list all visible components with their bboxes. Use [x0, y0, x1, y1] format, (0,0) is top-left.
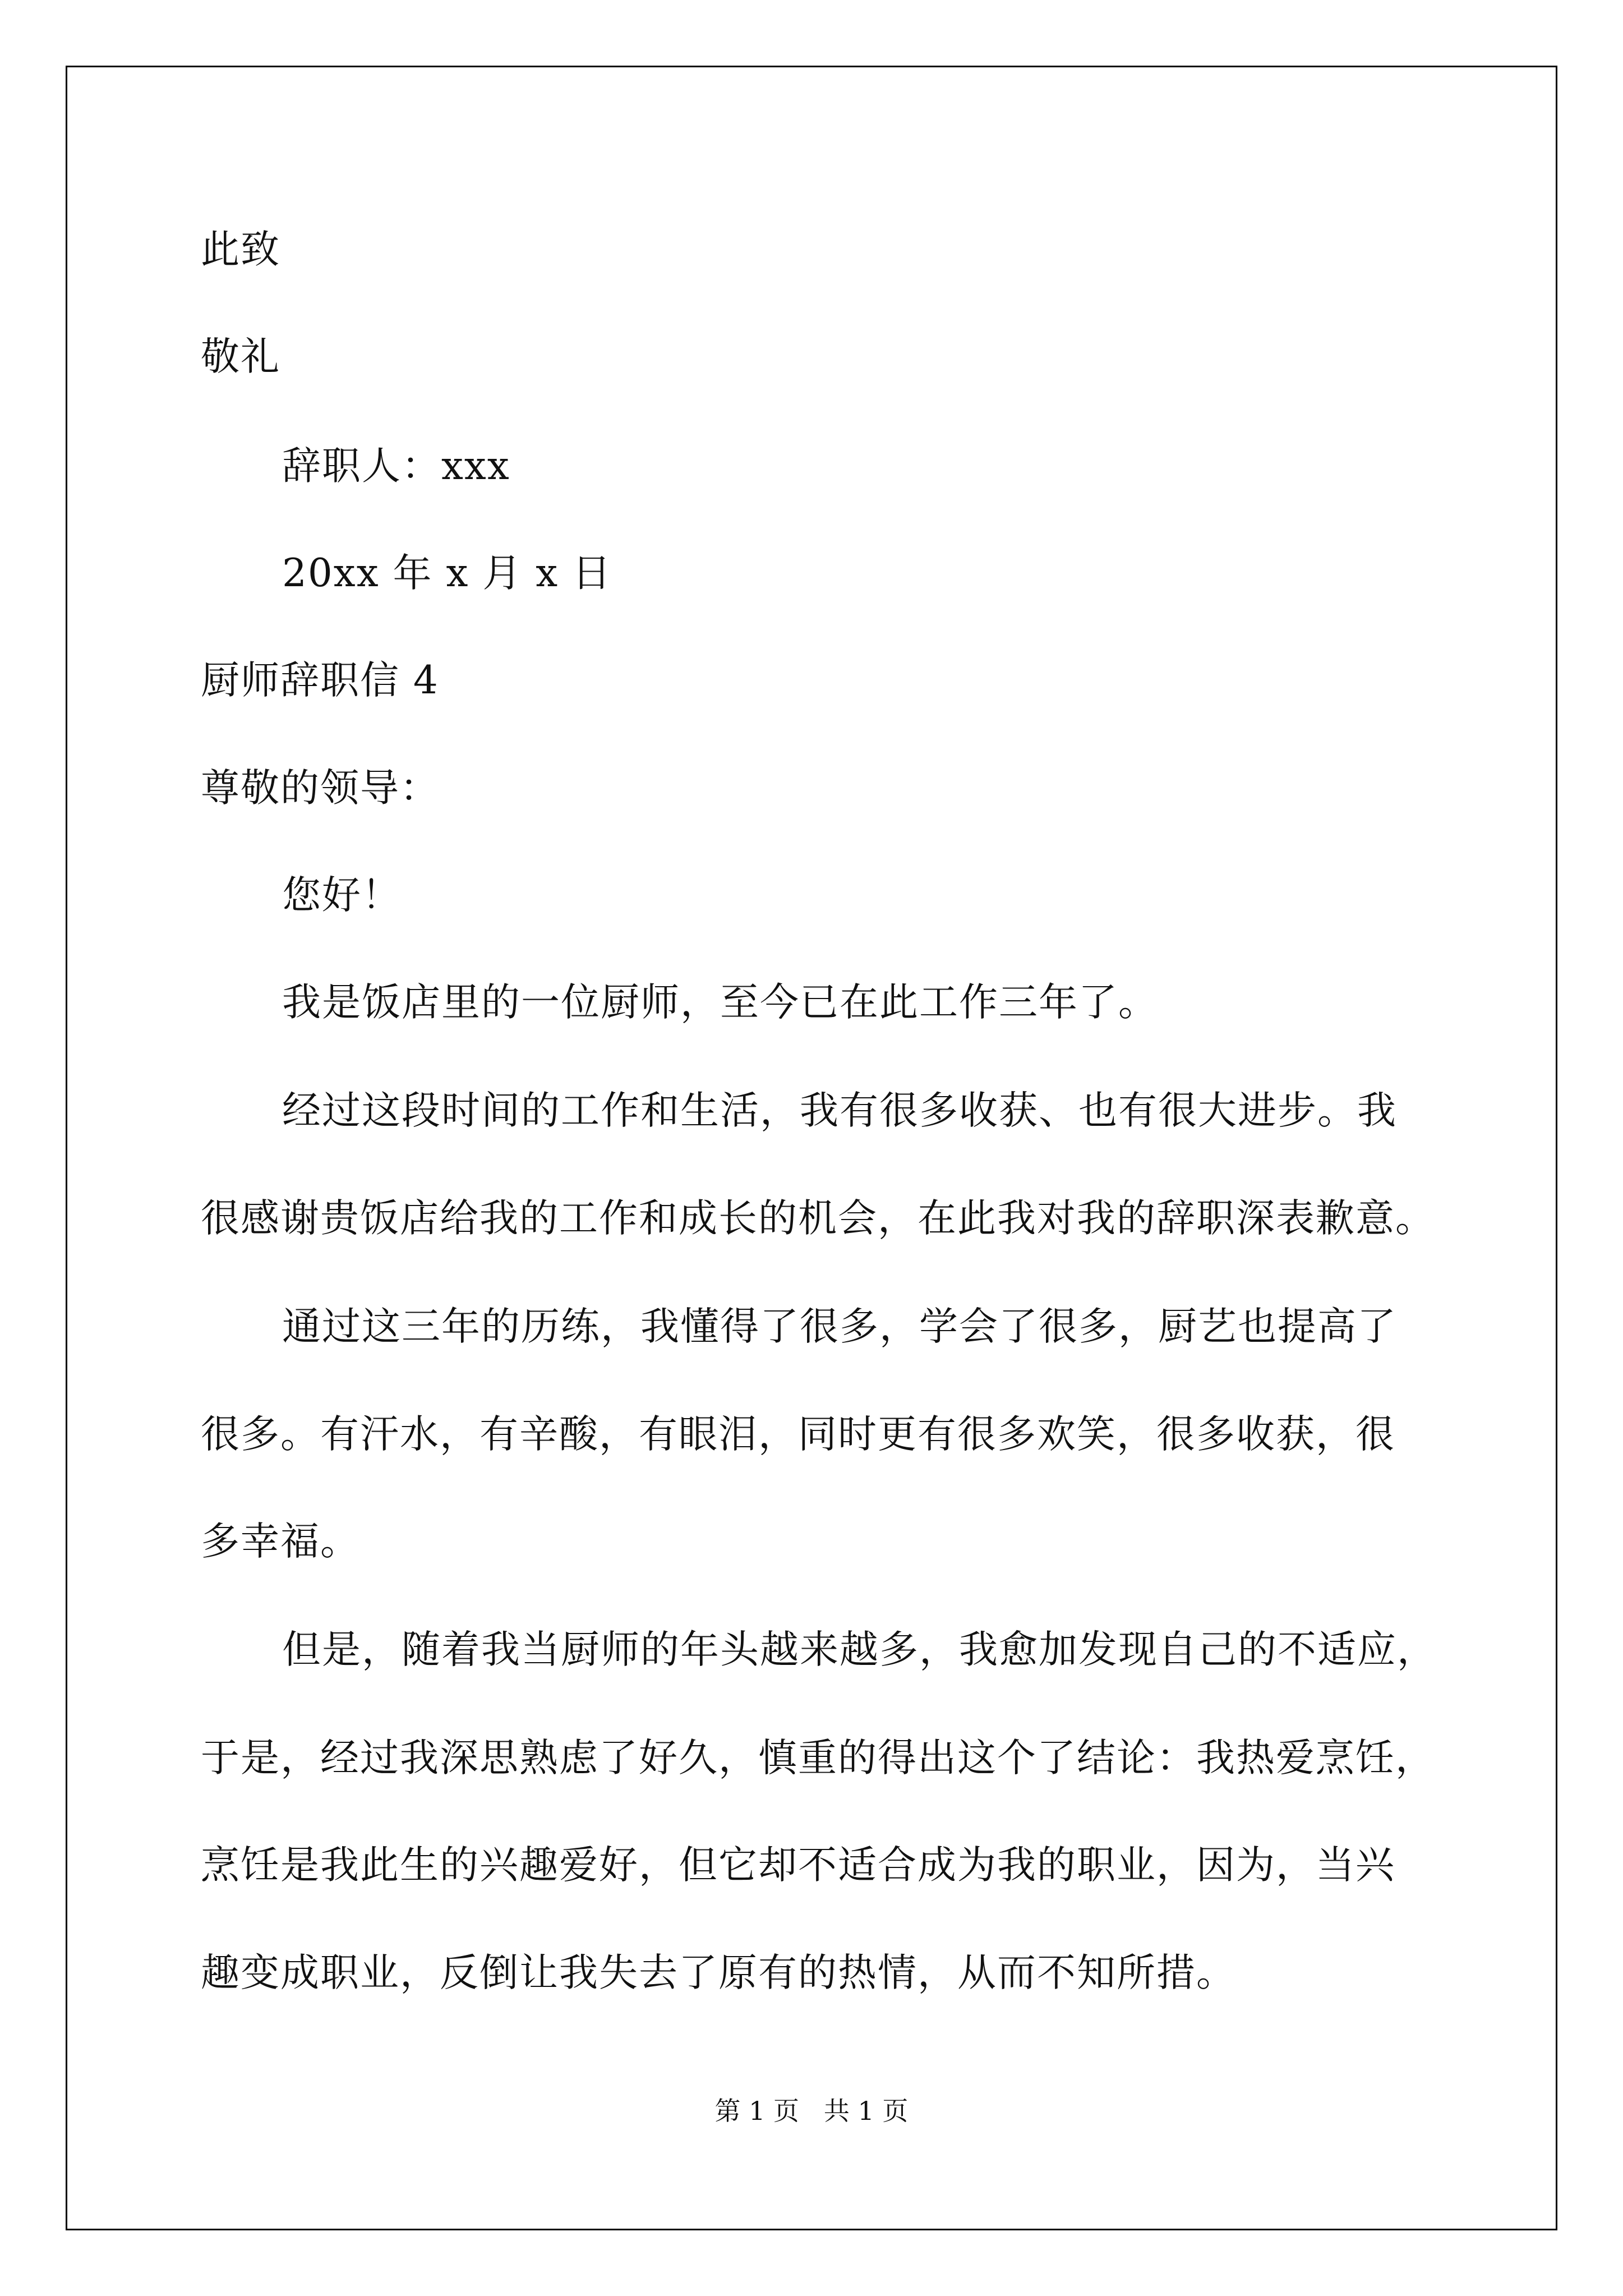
- page-footer: 第 1 页 共 1 页: [714, 2096, 909, 2126]
- resigner-signature: 辞职人：xxx: [282, 444, 510, 489]
- paragraph-line: 很多。有汗水，有辛酸，有眼泪，同时更有很多欢笑，很多收获，很: [201, 1412, 1395, 1457]
- letter-title: 厨师辞职信 4: [201, 658, 439, 703]
- paragraph-line: 通过这三年的历练，我懂得了很多，学会了很多，厨艺也提高了: [282, 1304, 1397, 1349]
- paragraph-line: 于是，经过我深思熟虑了好久，慎重的得出这个了结论：我热爱烹饪，: [201, 1736, 1435, 1780]
- paragraph-line: 趣变成职业，反倒让我失去了原有的热情，从而不知所措。: [201, 1950, 1236, 1995]
- signature-date: 20xx 年 x 月 x 日: [282, 551, 612, 596]
- paragraph-line: 我是饭店里的一位厨师，至今已在此工作三年了。: [282, 980, 1158, 1025]
- paragraph-line: 多幸福。: [201, 1519, 360, 1564]
- paragraph-line: 烹饪是我此生的兴趣爱好，但它却不适合成为我的职业，因为，当兴: [201, 1843, 1395, 1888]
- paragraph-line: 经过这段时间的工作和生活，我有很多收获、也有很大进步。我: [282, 1088, 1397, 1133]
- letter-greeting: 您好！: [282, 873, 402, 918]
- paragraph-line: 但是，随着我当厨师的年头越来越多，我愈加发现自己的不适应，: [282, 1627, 1437, 1672]
- letter-salutation: 尊敬的领导：: [201, 766, 440, 811]
- closing-line-2: 敬礼: [201, 334, 280, 379]
- page-border: [66, 66, 1557, 2230]
- paragraph-line: 很感谢贵饭店给我的工作和成长的机会，在此我对我的辞职深表歉意。: [201, 1196, 1435, 1241]
- closing-line-1: 此致: [201, 227, 280, 272]
